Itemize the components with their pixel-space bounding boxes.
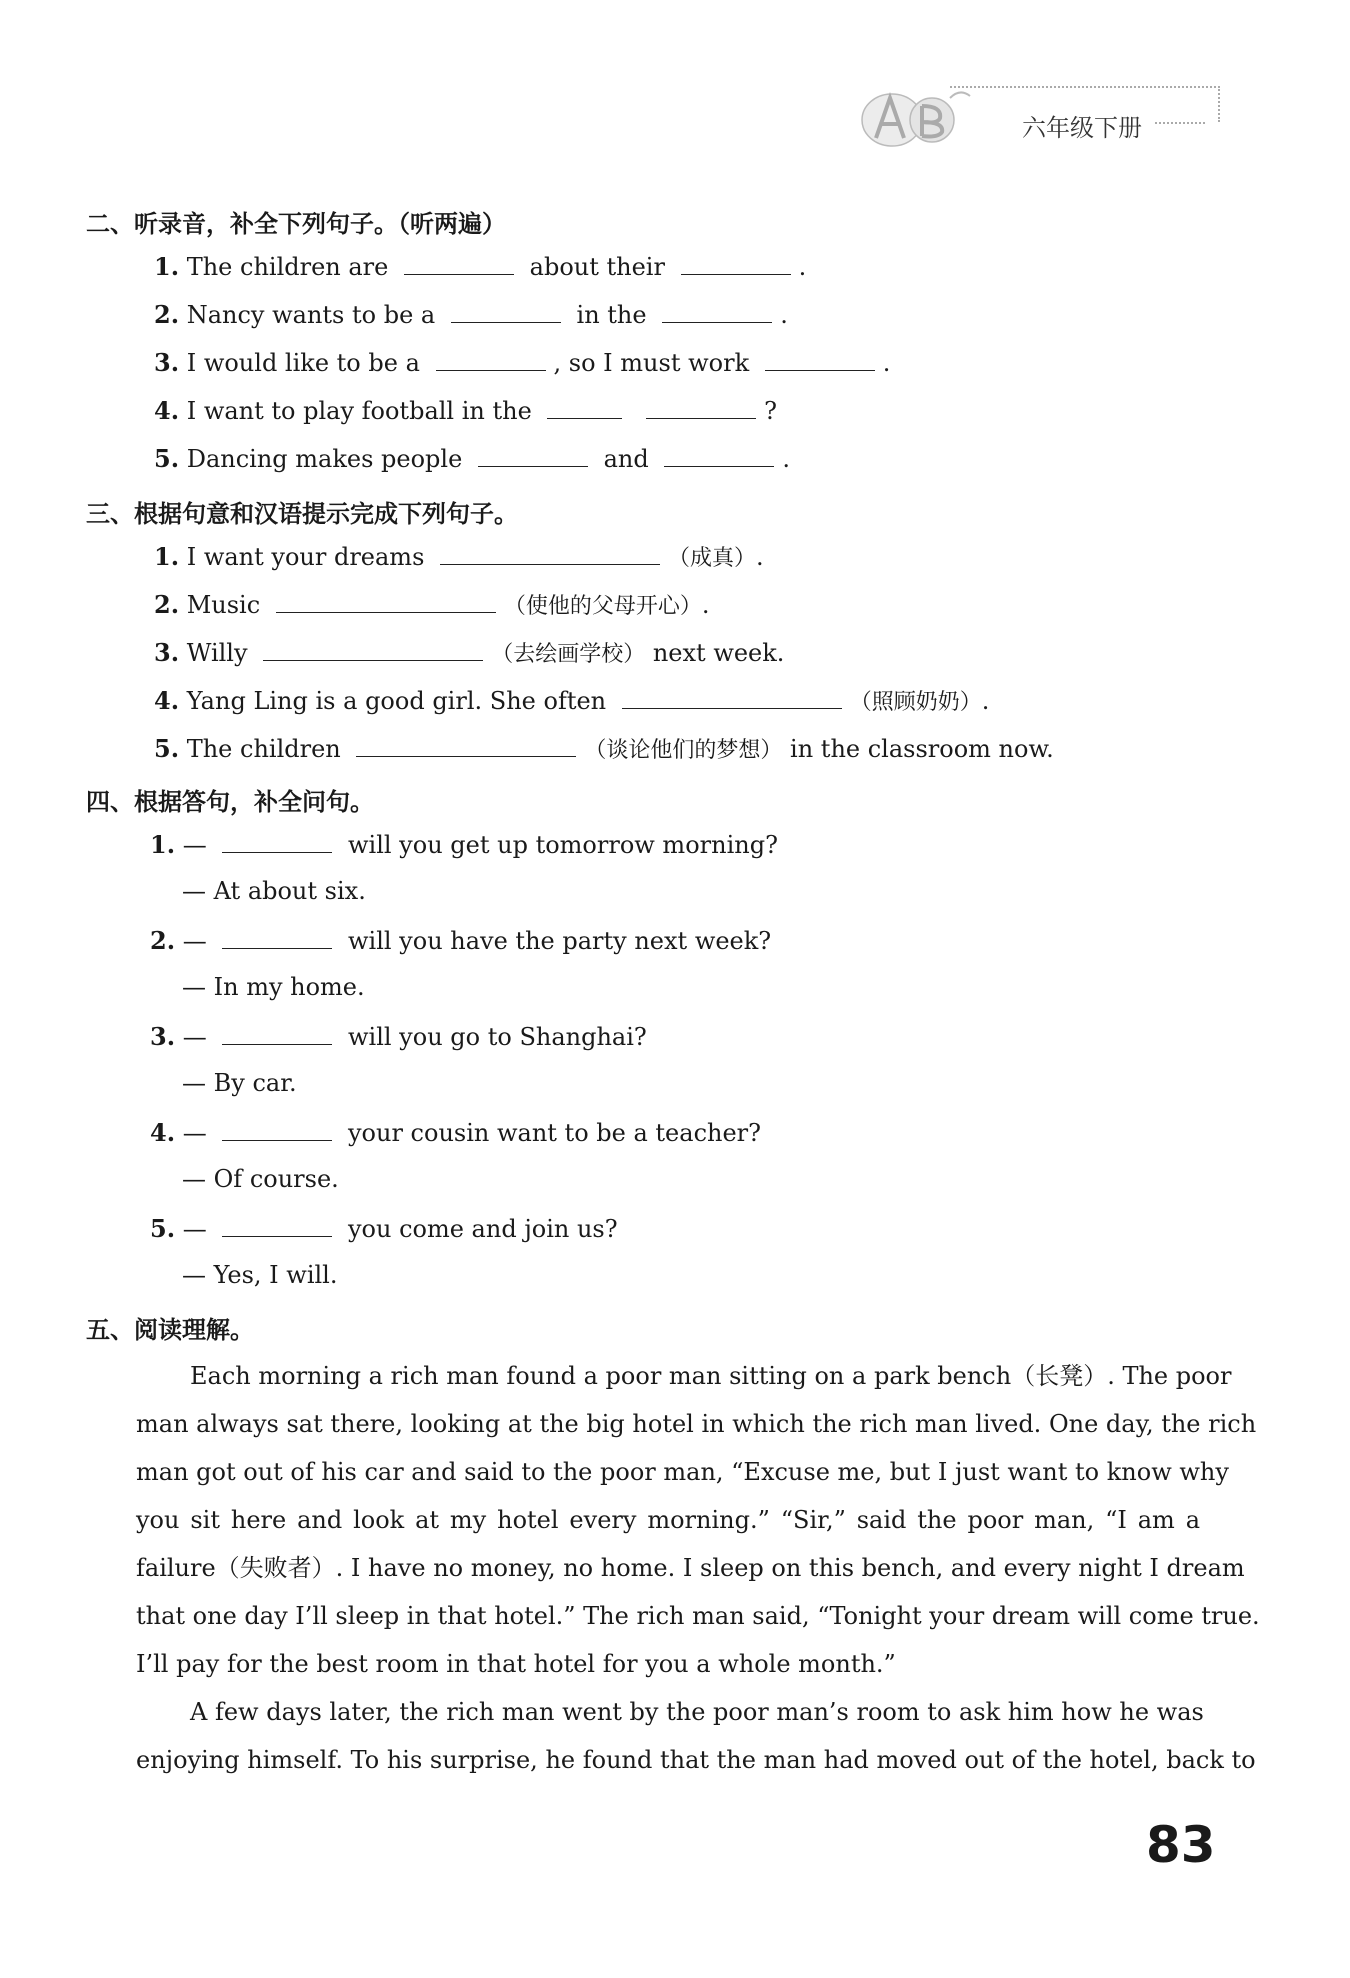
s3-item-3: [154, 638, 784, 670]
s4-item-1-question: [150, 830, 778, 860]
item-text: I want your dreams: [186, 543, 425, 571]
item-text: .: [756, 543, 764, 571]
item-text: Nancy wants to be a: [186, 301, 436, 329]
chinese-hint: （使他的父母开心）: [503, 594, 702, 619]
item-number: 4.: [154, 396, 180, 425]
s2-item-2: [154, 300, 788, 330]
header-dotted-line: [950, 86, 1220, 88]
answer-blank[interactable]: [662, 300, 772, 323]
item-text: Dancing makes people: [186, 445, 463, 473]
item-number: 3.: [154, 348, 180, 377]
item-punct: .: [782, 445, 790, 473]
page-header: [850, 78, 1222, 158]
section3-title: 三、根据句意和汉语提示完成下列句子。: [86, 500, 518, 528]
answer-blank[interactable]: [436, 348, 546, 371]
section4-title: 四、根据答句，补全问句。: [86, 788, 374, 816]
dash: —: [182, 1119, 207, 1147]
item-text: in the classroom now.: [790, 735, 1054, 763]
paragraph-line: A few days later, the rich man went by the poor man’s room to ask him how he was: [190, 1698, 1204, 1726]
item-number: 5.: [154, 734, 180, 763]
item-text: The children: [186, 735, 341, 763]
item-text: , so I must work: [553, 349, 750, 377]
dash: —: [182, 1023, 207, 1051]
item-punct: .: [780, 301, 788, 329]
question-text: you come and join us?: [347, 1215, 618, 1243]
answer-blank[interactable]: [222, 926, 332, 949]
chinese-hint: （去绘画学校）: [491, 642, 646, 667]
answer-blank[interactable]: [681, 252, 791, 275]
item-number: 5.: [154, 444, 180, 473]
answer-blank[interactable]: [276, 590, 496, 613]
paragraph-line: enjoying himself. To his surprise, he found that the man had moved out of the hotel, back to: [136, 1746, 1256, 1774]
header-dotted-line-short: [1155, 122, 1205, 124]
item-text: I want to play football in the: [186, 397, 532, 425]
item-number: 2.: [154, 590, 180, 619]
question-text: will you have the party next week?: [347, 927, 772, 955]
item-number: 2.: [154, 300, 180, 329]
reading-paragraph-1: [136, 1352, 1260, 1688]
grade-label: 六年级下册: [1022, 114, 1142, 142]
question-text: will you go to Shanghai?: [347, 1023, 647, 1051]
s4-item-3-question: [150, 1022, 647, 1052]
item-text: next week.: [652, 639, 785, 667]
item-text: in the: [576, 301, 647, 329]
chinese-hint: （照顾奶奶）: [849, 690, 982, 715]
item-text: Yang Ling is a good girl. She often: [186, 687, 607, 715]
item-number: 5.: [150, 1214, 176, 1243]
item-text: and: [603, 445, 649, 473]
dash: —: [182, 831, 207, 859]
item-number: 1.: [154, 542, 180, 571]
s2-item-5: [154, 444, 790, 474]
item-text: Music: [186, 591, 261, 619]
item-text: .: [701, 591, 710, 619]
section5-title: 五、阅读理解。: [86, 1316, 254, 1344]
answer-blank[interactable]: [478, 444, 588, 467]
s4-item-4-answer: — Of course.: [182, 1165, 339, 1193]
reading-paragraph-2: [136, 1688, 1256, 1784]
answer-blank[interactable]: [222, 1022, 332, 1045]
item-text: The children are: [186, 253, 389, 281]
chinese-hint: （谈论他们的梦想）: [584, 738, 783, 763]
item-text: about their: [529, 253, 665, 281]
paragraph-line: you sit here and look at my hotel every morning.” “Sir,” said the poor man, “I am a: [136, 1506, 1200, 1534]
paragraph-line: man got out of his car and said to the poor man, “Excuse me, but I just want to know why: [136, 1458, 1229, 1486]
item-number: 3.: [154, 638, 180, 667]
item-text: Willy: [186, 639, 248, 667]
item-number: 3.: [150, 1022, 176, 1051]
answer-blank[interactable]: [356, 734, 576, 757]
item-punct: ?: [764, 397, 777, 425]
s4-item-5-question: [150, 1214, 618, 1244]
answer-blank[interactable]: [646, 396, 756, 419]
item-punct: .: [798, 253, 807, 281]
s4-item-3-answer: — By car.: [182, 1069, 297, 1097]
s3-item-2: [154, 590, 709, 622]
item-punct: .: [882, 349, 891, 377]
answer-blank[interactable]: [404, 252, 514, 275]
item-number: 4.: [150, 1118, 176, 1147]
answer-blank[interactable]: [451, 300, 561, 323]
s2-item-1: [154, 252, 806, 282]
question-text: will you get up tomorrow morning?: [347, 831, 778, 859]
answer-blank[interactable]: [440, 542, 660, 565]
s2-item-3: [154, 348, 890, 378]
s4-item-2-question: [150, 926, 771, 956]
s3-item-1: [154, 542, 764, 574]
paragraph-line: that one day I’ll sleep in that hotel.” The rich man said, “Tonight your dream will come true.: [136, 1602, 1260, 1630]
answer-blank[interactable]: [222, 1118, 332, 1141]
s4-item-5-answer: — Yes, I will.: [182, 1261, 338, 1289]
paragraph-line: man always sat there, looking at the big hotel in which the rich man lived. One day, the rich: [136, 1410, 1257, 1438]
answer-blank[interactable]: [222, 830, 332, 853]
ab-logo-icon: [850, 78, 1000, 153]
section2-title: 二、听录音，补全下列句子。（听两遍）: [86, 210, 506, 238]
answer-blank[interactable]: [222, 1214, 332, 1237]
item-number: 1.: [150, 830, 176, 859]
chinese-hint: （成真）: [668, 546, 757, 571]
header-dotted-line-vertical: [1218, 86, 1220, 122]
s4-item-4-question: [150, 1118, 761, 1148]
dash: —: [182, 927, 207, 955]
dash: —: [182, 1215, 207, 1243]
page-number: 83: [1146, 1816, 1216, 1874]
item-number: 1.: [154, 252, 180, 281]
s3-item-4: [154, 686, 989, 718]
answer-blank[interactable]: [765, 348, 875, 371]
item-text: .: [981, 687, 990, 715]
answer-blank[interactable]: [547, 396, 622, 419]
paragraph-line: I’ll pay for the best room in that hotel for you a whole month.”: [136, 1650, 896, 1678]
paragraph-line: failure（失败者）. I have no money, no home. I sleep on this bench, and every night I dream: [136, 1554, 1245, 1582]
item-number: 2.: [150, 926, 176, 955]
s4-item-1-answer: — At about six.: [182, 877, 366, 905]
answer-blank[interactable]: [263, 638, 483, 661]
paragraph-line: Each morning a rich man found a poor man sitting on a park bench（长凳）. The poor: [190, 1362, 1232, 1390]
answer-blank[interactable]: [622, 686, 842, 709]
s3-item-5: [154, 734, 1054, 766]
answer-blank[interactable]: [664, 444, 774, 467]
item-number: 4.: [154, 686, 180, 715]
question-text: your cousin want to be a teacher?: [347, 1119, 762, 1147]
item-text: I would like to be a: [186, 349, 420, 377]
s2-item-4: [154, 396, 777, 426]
s4-item-2-answer: — In my home.: [182, 973, 365, 1001]
